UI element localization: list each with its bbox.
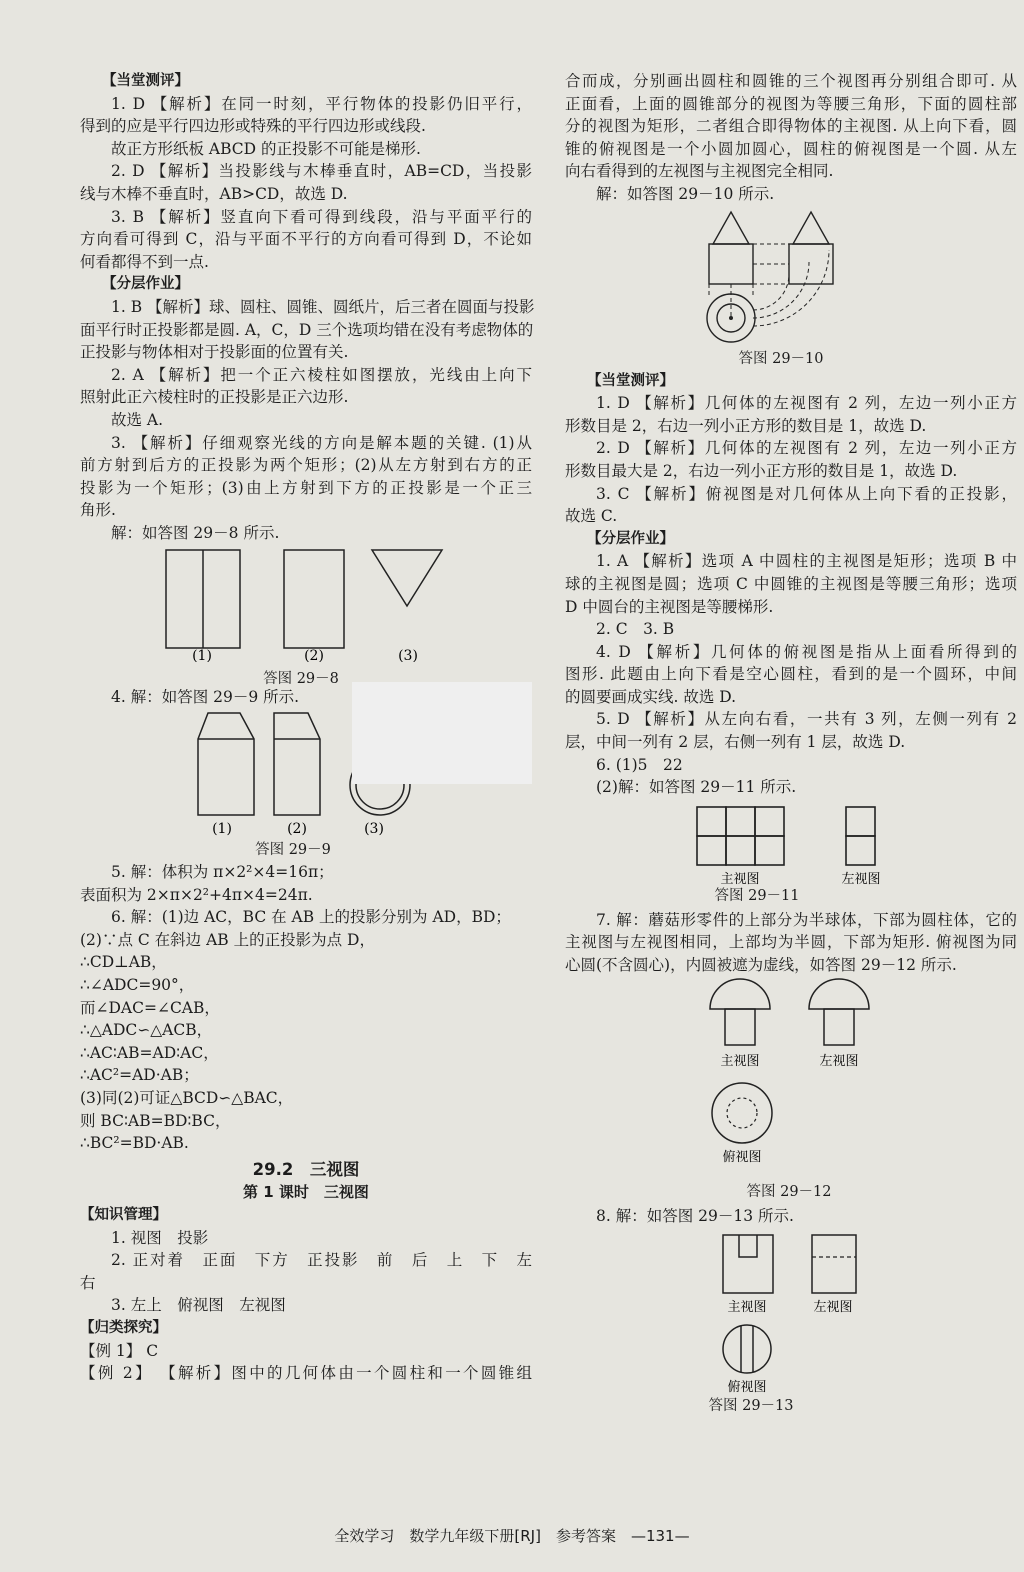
- hw-6-line7: ∴AC∶AB=AD∶AC，: [80, 1043, 219, 1062]
- hw-3-line1: 3. 【解析】仔细观察光线的方向是解本题的关键. (1)从: [111, 433, 532, 452]
- hw-6-line5: 而∠DAC=∠CAB，: [80, 998, 220, 1017]
- figure-29-10-drawing: [565, 206, 1017, 346]
- answer-q2-line1: 2. D 【解析】当投影线与木棒垂直时，AB=CD，当投影: [111, 162, 532, 181]
- test-1-line1: 1. D 【解析】几何体的左视图有 2 列，左边一列小正方: [596, 394, 1017, 413]
- fig13-top-label: 俯视图: [727, 1380, 767, 1396]
- answer-q2-line2: 线与木棒不垂直时，AB>CD，故选 D.: [80, 184, 348, 203]
- fig13-caption: 答图 29－13: [708, 1398, 794, 1415]
- work-7-line1: 7. 解：蘑菇形零件的上部分为半球体，下部为圆柱体，它的: [596, 910, 1017, 929]
- example-2-line1: 【例 2】 【解析】图中的几何体由一个圆柱和一个圆锥组: [80, 1364, 532, 1383]
- knowledge-2-line1: 2. 正对着 正面 下方 正投影 前 后 上 下 左: [111, 1251, 532, 1270]
- fig9-label-2: (2): [287, 821, 307, 838]
- hw-3-line4: 角形.: [80, 501, 116, 520]
- answer-q3-line1: 3. B 【解析】竖直向下看可得到线段，沿与平面平行的: [111, 207, 532, 226]
- work-1-line1: 1. A 【解析】选项 A 中圆柱的主视图是矩形；选项 B 中: [596, 552, 1017, 571]
- hw-6-line10: 则 BC∶AB=BD∶BC，: [80, 1111, 231, 1130]
- work-7-line2: 主视图与左视图相同，上部均为半圆，下部为矩形. 俯视图为同: [565, 933, 1017, 952]
- example-2-line7: 解：如答图 29－10 所示.: [596, 184, 775, 203]
- figure-29-11: [565, 799, 1017, 909]
- fig10-caption: 答图 29－10: [738, 350, 824, 367]
- answer-q1-line1: 1. D 【解析】在同一时刻，平行物体的投影仍旧平行，: [111, 94, 532, 113]
- fig11-front-label: 主视图: [720, 871, 760, 885]
- work-1-line3: D 中圆台的主视图是等腰梯形.: [565, 597, 774, 616]
- answer-q1-line3: 故正方形纸板 ABCD 的正投影不可能是梯形.: [111, 139, 421, 158]
- section-header-dangtang-2: 【当堂测评】: [587, 372, 674, 389]
- fig9-label-3: (3): [364, 821, 384, 838]
- work-4-line3: 的圆要画成实线. 故选 D.: [565, 687, 737, 706]
- fig12-front-label: 主视图: [720, 1053, 760, 1069]
- work-4-line1: 4. D 【解析】几何体的俯视图是指从上面看所得到的: [596, 642, 1017, 661]
- example-2-line6: 向右看得到的左视图与主视图完全相同.: [565, 162, 834, 181]
- hw-2-line3: 故选 A.: [111, 410, 164, 429]
- fig9-label-1: (1): [212, 821, 232, 838]
- hw-3-line2: 前方射到后方的正投影为两个矩形；(2)从左方射到右方的正: [80, 456, 532, 475]
- test-3-line1: 3. C 【解析】俯视图是对几何体从上向下看的正投影，: [596, 484, 1017, 503]
- knowledge-2-line2: 右: [80, 1273, 96, 1292]
- example-2-line3: 正面看，上面的圆锥部分的视图为等腰三角形，下面的圆柱部: [565, 94, 1017, 113]
- section-header-dangtang: 【当堂测评】: [102, 73, 189, 89]
- fig11-caption: 答图 29－11: [714, 887, 800, 904]
- figure-29-13-drawing: [565, 1227, 1017, 1395]
- example-1: 【例 1】 C: [80, 1341, 159, 1360]
- knowledge-1: 1. 视图 投影: [111, 1228, 209, 1247]
- fig8-label-3: (3): [398, 648, 418, 663]
- hw-6-line6: ∴△ADC∽△ACB，: [80, 1021, 213, 1040]
- hw-6-line9: (3)同(2)可证△BCD∽△BAC，: [80, 1089, 294, 1107]
- hw-1-line2: 面平行时正投影都是圆. A，C，D 三个选项均错在没有考虑物体的: [80, 320, 534, 339]
- hw-1-line1: 1. B 【解析】球、圆柱、圆锥、圆纸片，后三者在圆面与投影: [111, 297, 535, 316]
- knowledge-3: 3. 左上 俯视图 左视图: [111, 1296, 286, 1315]
- fig12-left-label: 左视图: [819, 1053, 859, 1069]
- work-5-line1: 5. D 【解析】从左向右看，一共有 3 列，左侧一列有 2: [596, 710, 1017, 729]
- hw-6-line2: (2)∵点 C 在斜边 AB 上的正投影为点 D，: [80, 930, 375, 949]
- fig8-caption: 答图 29－8: [263, 671, 339, 688]
- example-2-line2: 合而成，分别画出圆柱和圆锥的三个视图再分别组合即可. 从: [565, 72, 1017, 90]
- hw-6-line11: ∴BC²=BD·AB.: [80, 1134, 189, 1153]
- hw-6-line4: ∴∠ADC=90°，: [80, 976, 195, 995]
- test-2-line1: 2. D 【解析】几何体的左视图有 2 列，左边一列小正方: [596, 439, 1017, 458]
- section-header-fenceng: 【分层作业】: [102, 276, 189, 293]
- test-1-line2: 形数目是 2，右边一列小正方形的数目是 1，故选 D.: [565, 416, 927, 435]
- figure-29-11-drawing: [565, 799, 1017, 885]
- hw-5-line1: 5. 解：体积为 π×2²×4=16π；: [111, 863, 334, 882]
- fig8-label-2: (2): [304, 648, 324, 663]
- work-1-line2: 球的主视图是圆；选项 C 中圆锥的主视图是等腰三角形；选项: [565, 574, 1017, 593]
- work-4-line2: 图形. 此题由上向下看是空心圆柱，看到的是一个圆环，中间: [565, 665, 1017, 684]
- fig9-shape-1: [198, 713, 254, 815]
- work-7-line3: 心圆(不含圆心)，内圆被遮为虚线，如答图 29－12 所示.: [565, 956, 957, 975]
- section-header-fenceng-2: 【分层作业】: [587, 530, 674, 547]
- fig8-rect-2: [284, 550, 344, 648]
- hw-2-line1: 2. A 【解析】把一个正六棱柱如图摆放，光线由上向下: [111, 365, 532, 384]
- fig9-shape-2: [274, 713, 320, 815]
- figure-29-12: [565, 977, 1017, 1205]
- work-6-line1: 6. (1)5 22: [596, 755, 683, 774]
- fig12-caption: 答图 29－12: [746, 1183, 832, 1200]
- hw-6-line1: 6. 解：(1)边 AC，BC 在 AB 上的投影分别为 AD，BD；: [111, 908, 511, 927]
- test-2-line2: 形数目最大是 2，右边一列小正方形的数目是 1，故选 D.: [565, 461, 958, 480]
- answer-q3-line3: 何看都得不到一点.: [80, 252, 209, 271]
- hw-6-line3: ∴CD⊥AB，: [80, 953, 167, 972]
- hw-1-line3: 正投影与物体相对于投影面的位置有关.: [80, 343, 349, 362]
- test-3-line2: 故选 C.: [565, 507, 618, 526]
- work-5-line2: 层，中间一列有 2 层，右侧一列有 1 层，故选 D.: [565, 733, 906, 752]
- hw-3-line5: 解：如答图 29－8 所示.: [111, 523, 280, 542]
- fig8-label-1: (1): [192, 648, 212, 663]
- hw-2-line2: 照射此正六棱柱时的正投影是正六边形.: [80, 388, 349, 407]
- example-2-line4: 分的视图为矩形，二者组合即得物体的主视图. 从上向下看，圆: [565, 117, 1017, 136]
- example-2-line5: 锥的俯视图是一个小圆加圆心，圆柱的俯视图是一个圆. 从左: [565, 139, 1017, 158]
- fig11-left-label: 左视图: [841, 871, 881, 885]
- hw-4-line1: 4. 解：如答图 29－9 所示.: [111, 688, 300, 707]
- figure-29-13: [565, 1227, 1017, 1417]
- work-2: 2. C 3. B: [596, 620, 675, 639]
- figure-29-8-drawing: [80, 544, 532, 662]
- section-header-guilei: 【归类探究】: [80, 1319, 167, 1336]
- fig10-front-view: [709, 244, 753, 284]
- hw-5-line2: 表面积为 2×π×2²+4π×4=24π.: [80, 885, 313, 904]
- fig10-left-view: [789, 244, 833, 284]
- work-6-line2: (2)解：如答图 29－11 所示.: [596, 778, 797, 797]
- lesson-title: 第 1 课时 三视图: [243, 1183, 369, 1202]
- section-header-zhishi: 【知识管理】: [80, 1206, 167, 1223]
- figure-29-8: [80, 544, 532, 686]
- fig12-top-label: 俯视图: [722, 1149, 762, 1165]
- blank-overlay: [352, 682, 532, 784]
- fig8-triangle: [372, 550, 442, 606]
- figure-29-10: [565, 206, 1017, 370]
- answer-q3-line2: 方向看可得到 C，沿与平面不平行的方向看可得到 D，不论如: [80, 230, 532, 249]
- fig9-caption: 答图 29－9: [255, 842, 331, 859]
- answer-q1-line2: 得到的应是平行四边形或特殊的平行四边形或线段.: [80, 117, 426, 136]
- fig13-left-label: 左视图: [813, 1300, 853, 1316]
- hw-3-line3: 投影为一个矩形；(3)由上方射到下方的正投影是一个正三: [80, 478, 532, 497]
- section-title: 29.2 三视图: [252, 1159, 360, 1179]
- page-footer: 全效学习 数学九年级下册[RJ] 参考答案 —131—: [334, 1527, 690, 1545]
- fig13-front-label: 主视图: [727, 1300, 767, 1316]
- figure-29-12-drawing: [565, 977, 1017, 1181]
- work-8-line1: 8. 解：如答图 29－13 所示.: [596, 1206, 794, 1225]
- right-column: [565, 70, 1017, 1417]
- hw-6-line8: ∴AC²=AD·AB；: [80, 1066, 199, 1085]
